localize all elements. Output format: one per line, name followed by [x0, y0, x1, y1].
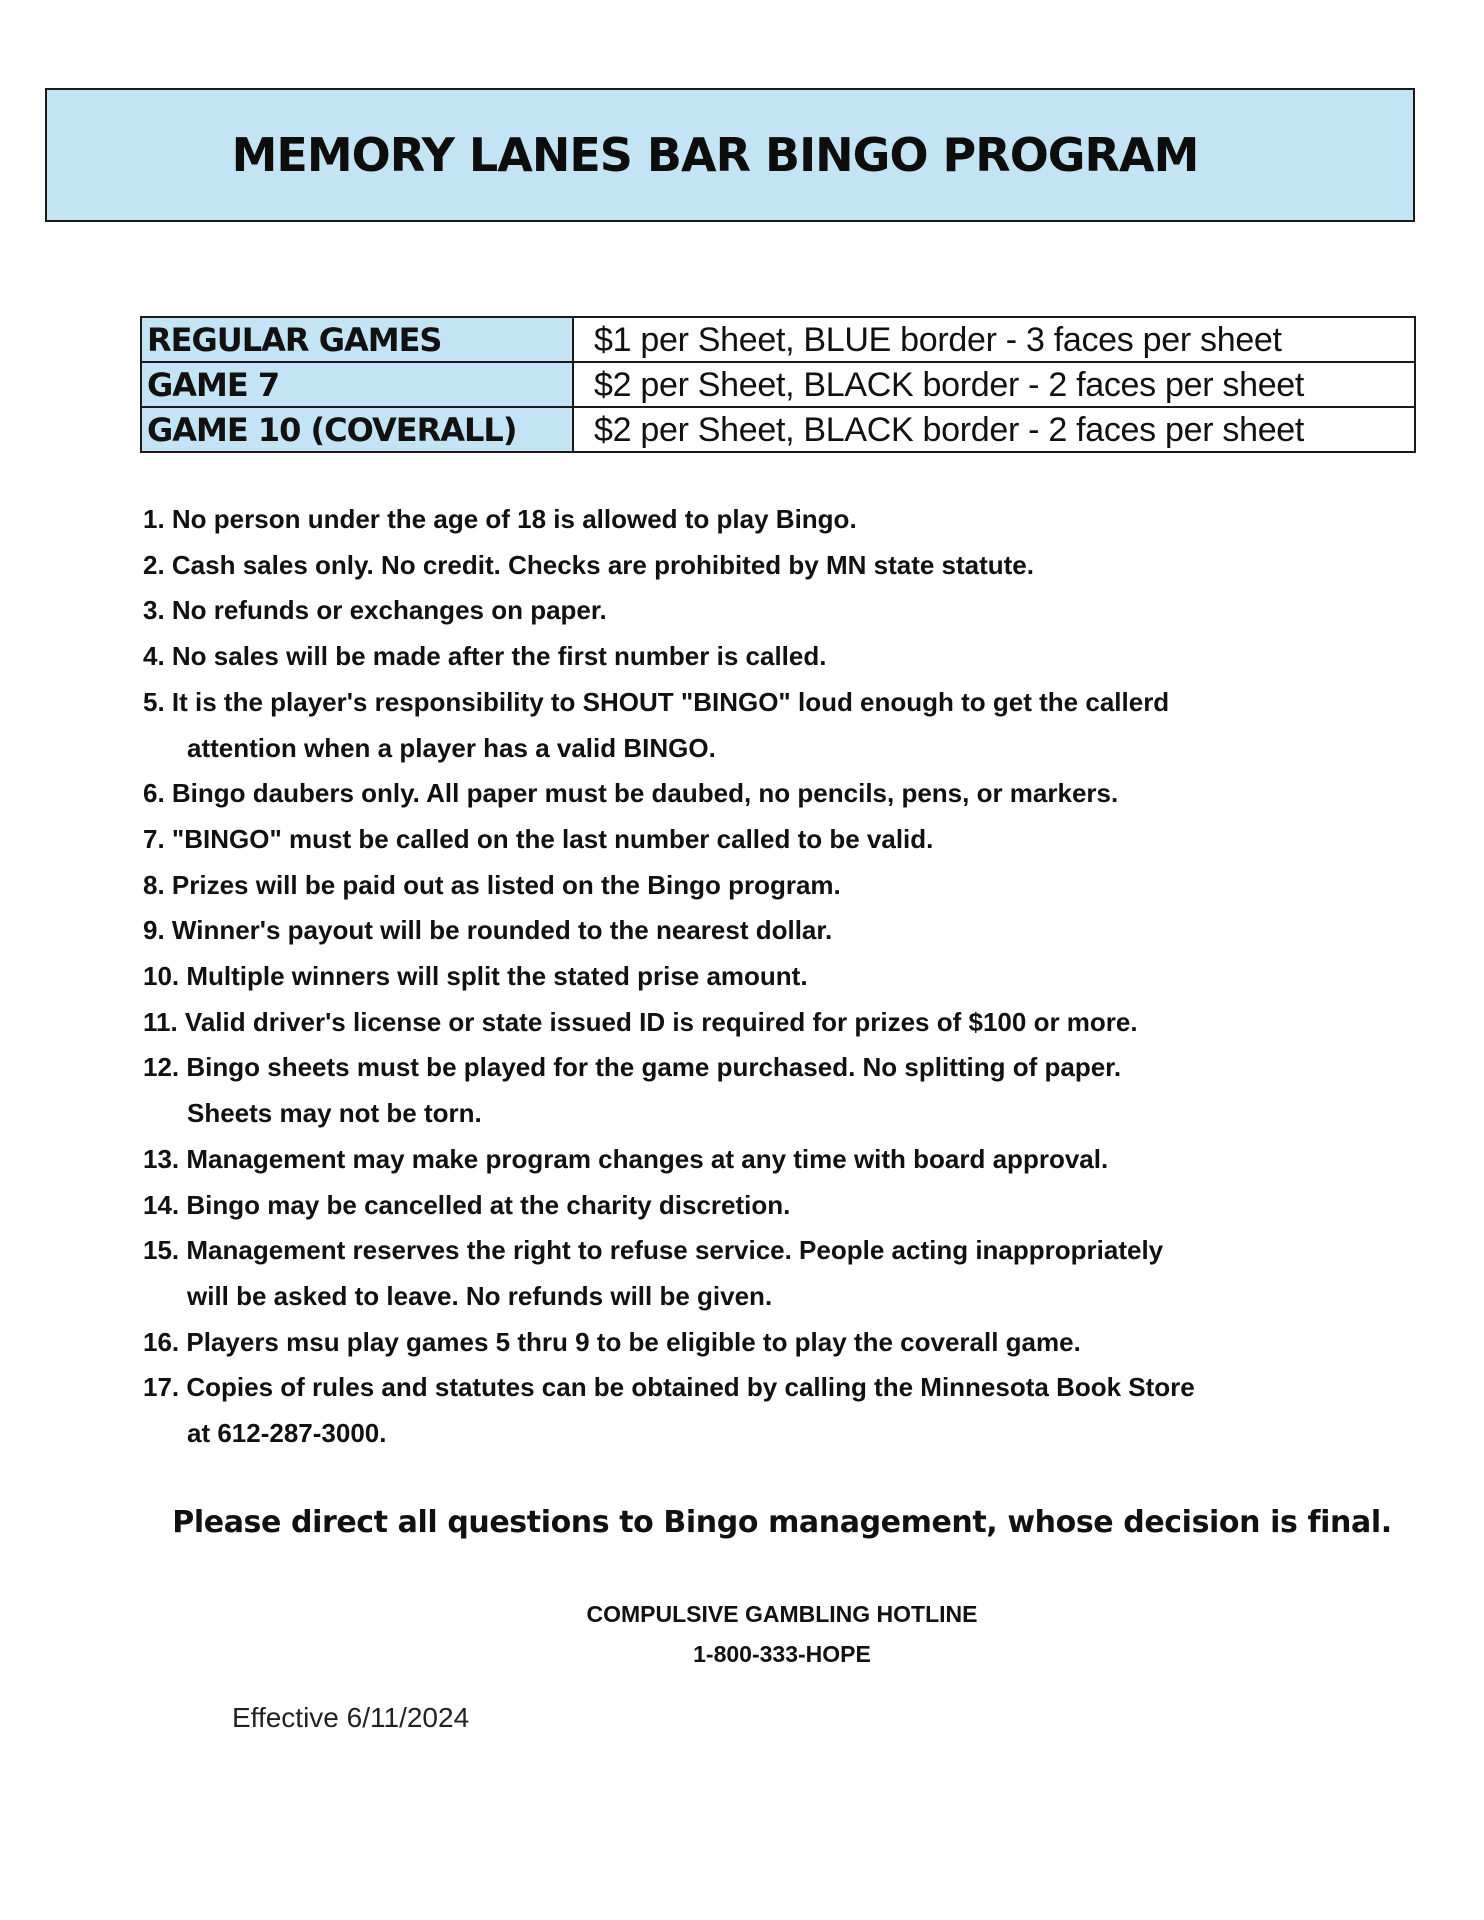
rule-item	[143, 1320, 1343, 1366]
rule-text: 10. Multiple winners will split the stated prise amount.	[143, 961, 808, 992]
rule-text: 8. Prizes will be paid out as listed on the Bingo program.	[143, 869, 841, 900]
game-name-cell: GAME 10 (COVERALL)	[141, 407, 573, 452]
rule-text: 11. Valid driver's license or state issued ID is required for prizes of $100 or more.	[143, 1006, 1138, 1037]
table-row	[141, 362, 1415, 407]
hotline-number: 1-800-333-HOPE	[693, 1641, 871, 1667]
price-cell: $2 per Sheet, BLACK border - 2 faces per sheet	[573, 407, 1415, 452]
rule-item	[143, 588, 1343, 634]
rule-text: 1. No person under the age of 18 is allowed to play Bingo.	[143, 504, 857, 534]
rule-item	[143, 817, 1343, 863]
rule-item	[143, 1045, 1343, 1136]
rule-item	[143, 634, 1343, 680]
table-row	[141, 317, 1415, 362]
rule-text: 7. "BINGO" must be called on the last number called to be valid.	[143, 823, 934, 854]
rule-text: 16. Players msu play games 5 thru 9 to be eligible to play the coverall game.	[143, 1326, 1081, 1357]
hotline-label: COMPULSIVE GAMBLING HOTLINE	[586, 1601, 978, 1627]
rules-list	[143, 497, 1343, 1457]
rule-text: 12. Bingo sheets must be played for the game purchased. No splitting of paper.	[143, 1052, 1122, 1083]
price-cell: $2 per Sheet, BLACK border - 2 faces per sheet	[573, 362, 1415, 407]
rule-text: 15. Management reserves the right to refuse service. People acting inappropriately	[143, 1235, 1164, 1266]
price-cell: $1 per Sheet, BLUE border - 3 faces per sheet	[573, 317, 1415, 362]
rule-item	[143, 497, 1343, 543]
rule-item	[143, 543, 1343, 589]
rule-text: 2. Cash sales only. No credit. Checks are prohibited by MN state statute.	[143, 549, 1034, 580]
rule-text: 14. Bingo may be cancelled at the charity discretion.	[143, 1189, 791, 1220]
rule-item	[143, 908, 1343, 954]
rule-item	[143, 771, 1343, 817]
rule-item	[143, 1137, 1343, 1183]
game-name-cell: GAME 7	[141, 362, 573, 407]
rule-item	[143, 1000, 1343, 1046]
rule-item	[143, 1365, 1343, 1456]
rule-continuation: attention when a player has a valid BINGO.	[187, 732, 716, 763]
rule-text: 17. Copies of rules and statutes can be obtained by calling the Minnesota Book Store	[143, 1372, 1195, 1403]
rule-continuation: will be asked to leave. No refunds will be given.	[187, 1280, 773, 1311]
gambling-hotline	[0, 1594, 1484, 1674]
rule-item	[143, 863, 1343, 909]
questions-note: Please direct all questions to Bingo management, whose decision is final.	[172, 1505, 1392, 1540]
rule-item	[143, 1228, 1343, 1319]
rule-continuation: at 612-287-3000.	[187, 1418, 387, 1449]
rule-text: 9. Winner's payout will be rounded to the nearest dollar.	[143, 915, 833, 946]
title-banner	[45, 88, 1415, 222]
price-table	[140, 316, 1416, 453]
game-name-cell: REGULAR GAMES	[141, 317, 573, 362]
page-title: MEMORY LANES BAR BINGO PROGRAM	[231, 128, 1199, 182]
rule-item	[143, 954, 1343, 1000]
rule-text: 6. Bingo daubers only. All paper must be daubed, no pencils, pens, or markers.	[143, 778, 1119, 809]
rule-continuation: Sheets may not be torn.	[187, 1098, 482, 1129]
effective-date: Effective 6/11/2024	[232, 1702, 470, 1733]
rule-text: 5. It is the player's responsibility to SHOUT "BINGO" loud enough to get the callerd	[143, 686, 1170, 717]
rule-text: 3. No refunds or exchanges on paper.	[143, 595, 607, 626]
rule-text: 13. Management may make program changes at any time with board approval.	[143, 1143, 1109, 1174]
rule-item	[143, 1183, 1343, 1229]
rule-text: 4. No sales will be made after the first number is called.	[143, 641, 827, 672]
table-row	[141, 407, 1415, 452]
rule-item	[143, 680, 1343, 771]
